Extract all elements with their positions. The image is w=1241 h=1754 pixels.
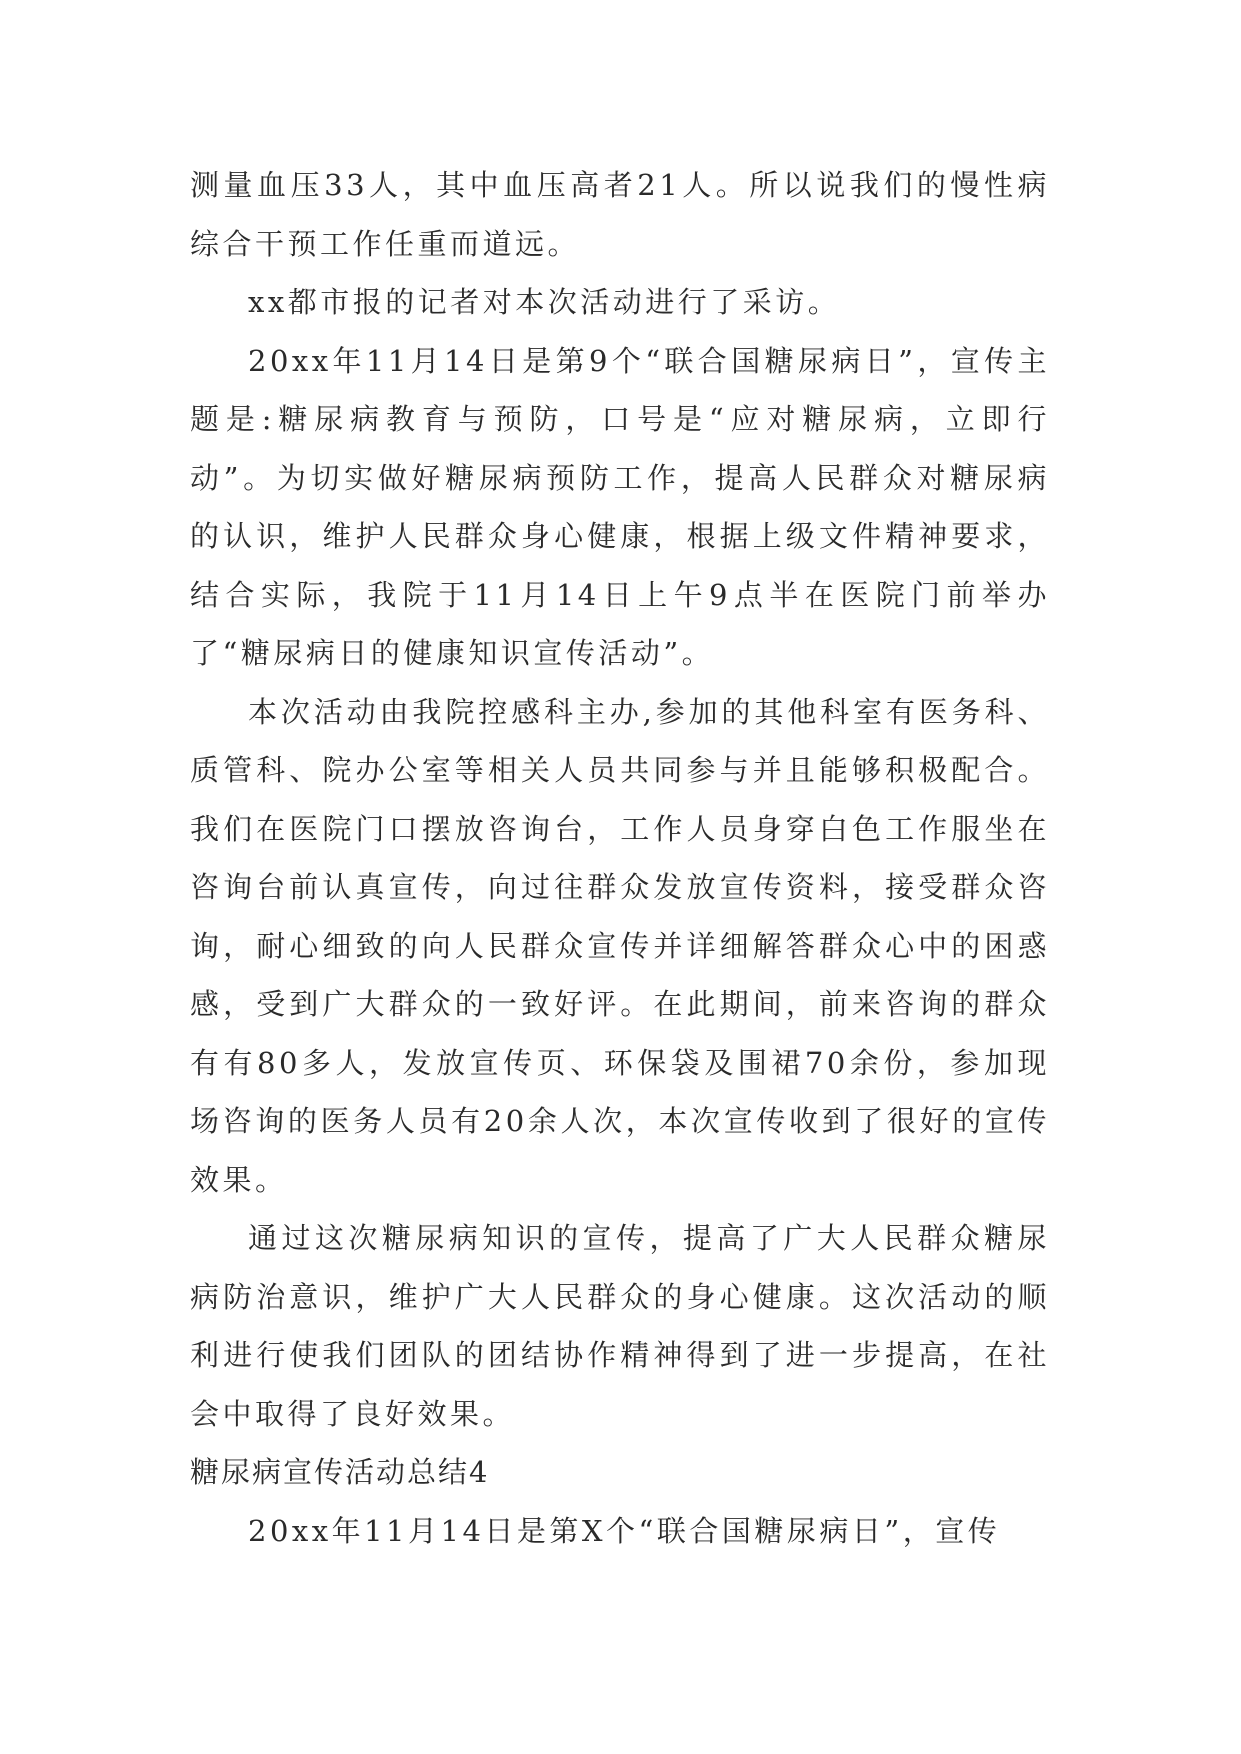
paragraph-activity: 本次活动由我院控感科主办,参加的其他科室有医务科、质管科、院办公室等相关人员共同参与并且能够积极配合。我们在医院门口摆放咨询台，工作人员身穿白色工作服坐在咨询台前认真宣传，向过往群众发放宣传资料，接受群众咨询，耐心细致的向人民群众宣传并详细解答群众心中的困惑感，受到广大群众的一致好评。在此期间，前来咨询的群众有有80多人，发放宣传页、环保袋及围裙70余份，参加现场咨询的医务人员有20余人次，本次宣传收到了很好的宣传效果。 [190, 694, 1050, 1197]
paragraph-blood-pressure: 测量血压33人，其中血压高者21人。所以说我们的慢性病综合干预工作任重而道远。 [190, 168, 1050, 261]
paragraph-conclusion: 通过这次糖尿病知识的宣传，提高了广大人民群众糖尿病防治意识，维护广大人民群众的身心健康。这次活动的顺利进行使我们团队的团结协作精神得到了进一步提高，在社会中取得了良好效果。 [190, 1221, 1050, 1431]
paragraph-diabetes-day: 20xx年11月14日是第9个“联合国糖尿病日”，宣传主题是:糖尿病教育与预防，口号是“应对糖尿病，立即行动”。为切实做好糖尿病预防工作，提高人民群众对糖尿病的认识，维护人民群众身心健康，根据上级文件精神要求，结合实际，我院于11月14日上午9点半在医院门前举办了“糖尿病日的健康知识宣传活动”。 [190, 343, 1050, 670]
section-heading: 糖尿病宣传活动总结4 [190, 1455, 490, 1489]
document-body [190, 156, 1050, 1560]
paragraph-reporter: xx都市报的记者对本次活动进行了采访。 [248, 285, 841, 319]
paragraph-next-section: 20xx年11月14日是第X个“联合国糖尿病日”，宣传 [248, 1513, 1001, 1548]
